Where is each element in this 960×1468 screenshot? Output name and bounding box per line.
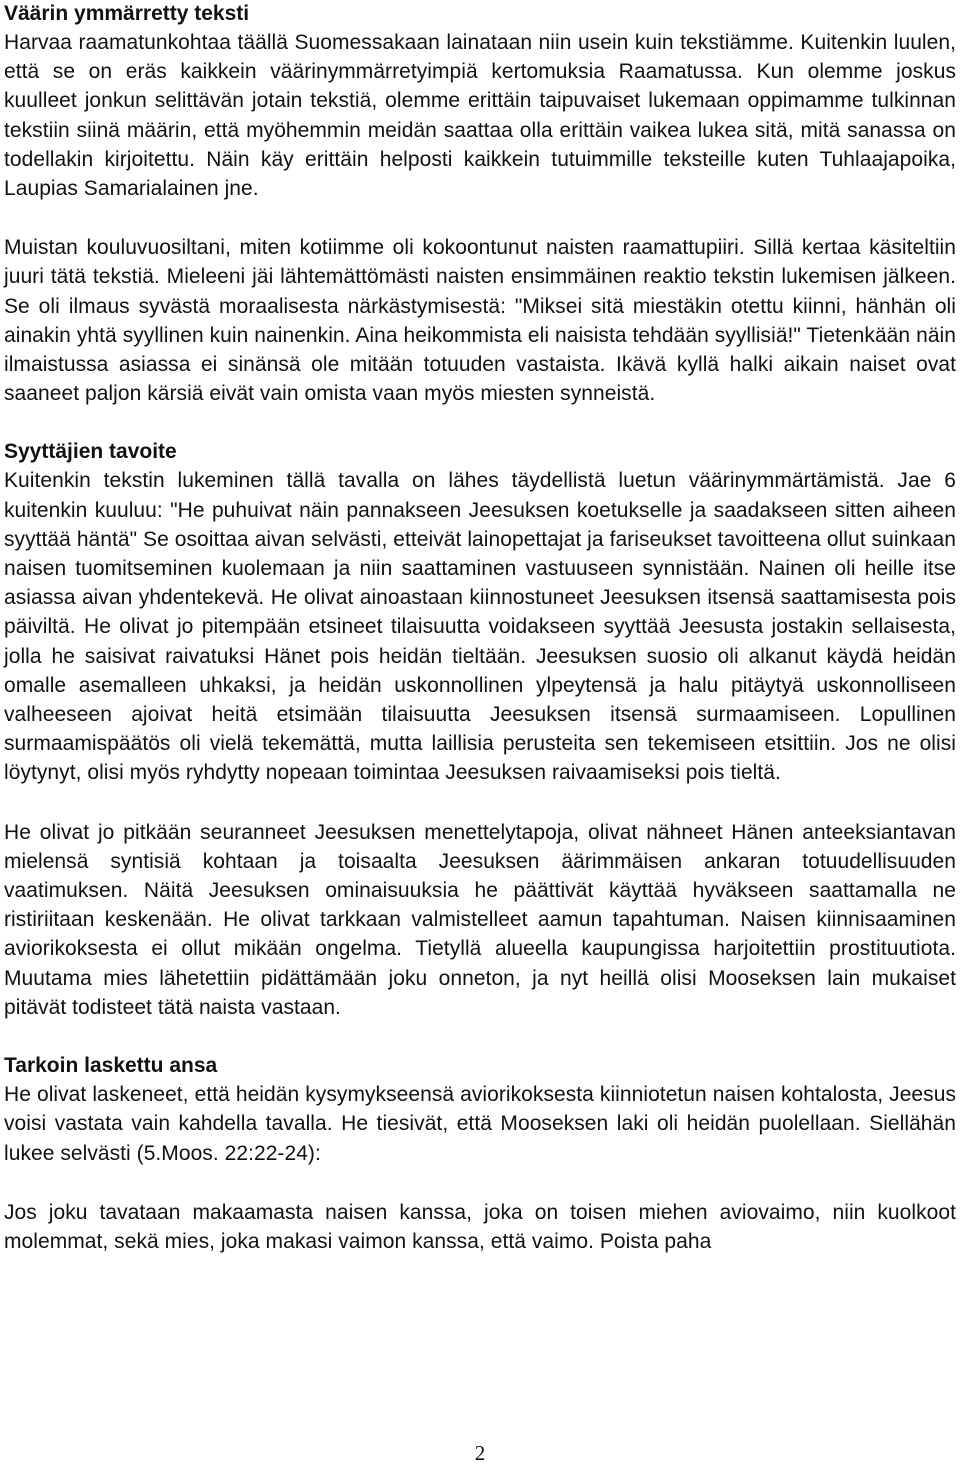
body-paragraph: Kuitenkin tekstin lukeminen tällä tavalla on lähes täydellistä luetun väärinymmärtämistä. Jae 6 kuitenkin kuuluu: "He puhuivat näin pannakseen Jeesuksen koetukselle ja saadakseen sitten aiheen syyttää häntä" Se osoittaa aivan selvästi, etteivät lainopettajat ja fariseukset tavoitteena ollut suinkaan naisen tuomitseminen kuolemaan ja niin saattaminen vastuuseen synnistään. Nainen oli heille itse asiassa aivan yhdentekevä. He olivat ainoastaan kiinnostuneet Jeesuksen itsensä saattamisesta pois päiviltä. He olivat jo pitempään etsineet tilaisuutta voidakseen syyttää Jeesusta jostakin sellaisesta, jolla he saisivat raivatuksi Hänet pois heidän tieltään. Jeesuksen suosio oli alkanut käydä heidän omalle asemalleen uhkaksi, ja heidän uskonnollinen ylpeytensä ja halu pitäytyä uskonnolliseen valheeseen ajoivat heitä etsimään tilaisuutta Jeesuksen itsensä surmaamiseen. Lopullinen surmaamispäätös oli vielä tekemättä, mutta laillisia perusteita sen tekemiseen etsittiin. Jos ne olisi löytynyt, olisi myös ryhdytty nopeaan toimintaa Jeesuksen raivaamiseksi pois tieltä. (4, 469, 956, 785)
page-number: 2 (474, 1441, 486, 1465)
section-gap (4, 1022, 956, 1052)
body-paragraph: He olivat laskeneet, että heidän kysymykseensä aviorikoksesta kiinniotetun naisen kohtalosta, Jeesus voisi vastata vain kahdella tavalla. He tiesivät, että Mooseksen laki oli heidän puolellaan. Siellähän lukee selvästi (5.Moos. 22:22-24): (4, 1083, 956, 1165)
body-paragraph: Harvaa raamatunkohtaa täällä Suomessakaan lainataan niin usein kuin tekstiämme. Kuitenkin luulen, että se on eräs kaikkein väärinymmärretyimpiä kertomuksia Raamatussa. Kun olemme joskus kuulleet jonkun selittävän jotain tekstiä, olemme erittäin taipuvaiset lukemaan oppimamme tulkinnan tekstiin siinä määrin, että myöhemmin meidän saattaa olla erittäin vaikea lukea sitä, mitä sanassa on todellakin kirjoitettu. Näin käy erittäin helposti kaikkein tutuimmille teksteille kuten Tuhlaajapoika, Laupias Samarialainen jne. (4, 31, 956, 201)
paragraph-gap (4, 788, 956, 818)
body-paragraph: Muistan kouluvuosiltani, miten kotiimme oli kokoontunut naisten raamattupiiri. Sillä kertaa käsiteltiin juuri tätä tekstiä. Mieleeni jäi lähtemättömästi naisten ensimmäinen reaktio tekstin lukemisen jälkeen. Se oli ilmaus syvästä moraalisesta närkästymisestä: "Miksei sitä miestäkin otettu kiinni, hänhän oli ainakin yhtä syyllinen kuin nainenkin. Aina heikommista eli naisista tehdään syyllisiä!" Tietenkään näin ilmaistussa asiassa ei sinänsä ole mitään totuuden vastaista. Ikävä kyllä halki aikain naiset ovat saaneet paljon kärsiä eivät vain omista vaan myös miesten synneistä. (4, 236, 956, 406)
section-heading: Syyttäjien tavoite (4, 440, 177, 464)
paragraph-gap (4, 203, 956, 233)
document-page (4, 0, 956, 1256)
paragraph-gap (4, 1168, 956, 1198)
section-heading: Väärin ymmärretty teksti (4, 2, 250, 25)
section-heading: Tarkoin laskettu ansa (4, 1054, 218, 1078)
section-gap (4, 408, 956, 438)
body-paragraph: He olivat jo pitkään seuranneet Jeesuksen menettelytapoja, olivat nähneet Hänen anteeksiantavan mielensä syntisiä kohtaan ja toisaalta Jeesuksen äärimmäisen ankaran totuudellisuuden vaatimuksen. Näitä Jeesuksen ominaisuuksia he päättivät käyttää hyväkseen saattamalla ne ristiriitaan keskenään. He olivat tarkkaan valmistelleet aamun tapahtuman. Naisen kiinnisaaminen aviorikoksesta ei ollut mikään ongelma. Tietyllä alueella kaupungissa harjoitettiin prostituutiota. Muutama mies lähetettiin pidättämään joku onneton, ja nyt heillä olisi Mooseksen lain mukaiset pitävät todisteet tätä naista vastaan. (4, 820, 956, 1019)
body-paragraph: Jos joku tavataan makaamasta naisen kanssa, joka on toisen miehen aviovaimo, niin kuolkoot molemmat, sekä mies, joka makasi vaimon kanssa, että vaimo. Poista paha (4, 1200, 956, 1253)
